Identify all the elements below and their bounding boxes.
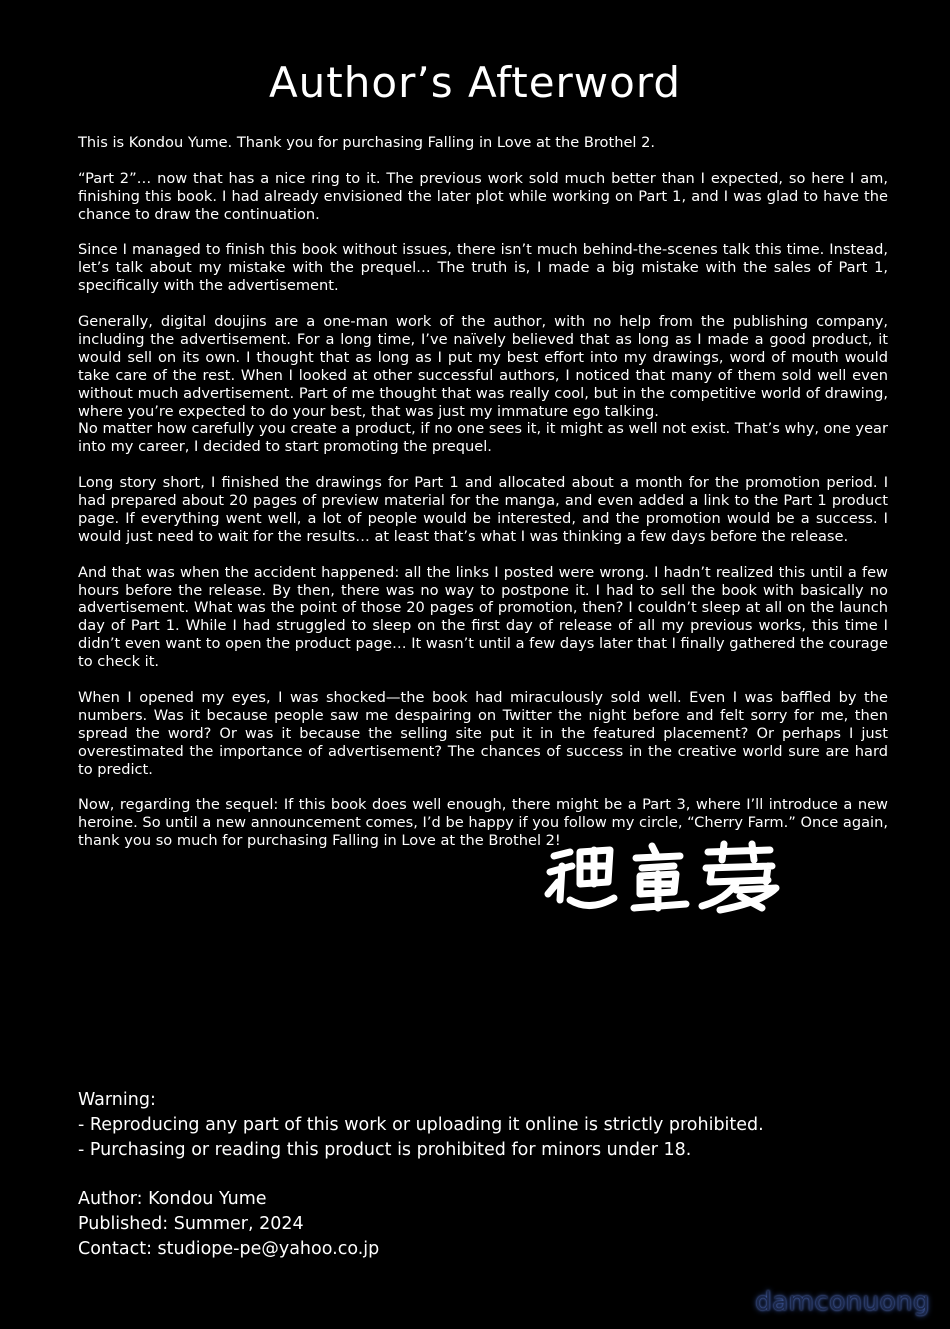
paragraph-8: When I opened my eyes, I was shocked—the book had miraculously sold well. Even I was baffled by the numbers. Was it because people saw me despairing on Twitter the night before and felt sorry for me, then spread the word? Or was it because the selling site put it in the featured placement? Or perhaps I just overestimated the importance of advertisement? The chances of success in the creative world sure are hard to predict. [78,689,888,778]
paragraph-2: “Part 2”… now that has a nice ring to it. The previous work sold much better than I expected, so here I am, finishing this book. I had already envisioned the later plot while working on Part 1, and I was glad to have the chance to draw the continuation. [78,169,888,223]
warning-section [78,1088,764,1163]
paragraph-4: Generally, digital doujins are a one-man work of the author, with no help from the publishing company, including the advertisement. For a long time, I’ve naïvely believed that as long as I made a good product, it would sell on its own. I thought that as long as I put my best effort into my drawings, word of mouth would take care of the rest. When I looked at other successful authors, I noticed that many of them sold well even without much advertisement. Part of me thought that was really cool, but in the competitive world of drawing, where you’re expected to do your best, that was just my immature ego talking. [78,313,888,420]
credits-section [78,1187,379,1262]
paragraph-9: Now, regarding the sequel: If this book does well enough, there might be a Part 3, where I’ll introduce a new heroine. So until a new announcement comes, I’d be happy if you follow my circle, “Cherry Farm.” Once again, thank you so much for purchasing Falling in Love at the Brothel 2! [78,796,888,850]
paragraph-6: Long story short, I finished the drawings for Part 1 and allocated about a month for the promotion period. I had prepared about 20 pages of preview material for the manga, and even added a link to the Part 1 product page. If everything went well, a lot of people would be interested, and the promotion would be a success. I would just need to wait for the results… at least that’s what I was thinking a few days before the release. [78,474,888,545]
paragraph-1: This is Kondou Yume. Thank you for purchasing Falling in Love at the Brothel 2. [78,134,656,151]
paragraph-7: And that was when the accident happened: all the links I posted were wrong. I hadn’t realized this until a few hours before the release. By then, there was no way to postpone it. I had to sell the book with basically no advertisement. What was the point of those 20 pages of promotion, then? I couldn’t sleep at all on the launch day of Part 1. While I had struggled to sleep on the first day of release of all my previous works, this time I didn’t even want to open the product page… It wasn’t until a few days later that I finally gathered the courage to check it. [78,563,888,671]
credit-published: Published: Summer, 2024 [78,1214,304,1234]
warning-line-1: - Reproducing any part of this work or uploading it online is strictly prohibited. [78,1115,764,1135]
credit-author: Author: Kondou Yume [78,1189,267,1209]
watermark: damconuong [755,1287,930,1317]
paragraph-3: Since I managed to finish this book without issues, there isn’t much behind-the-scenes talk this time. Instead, let’s talk about my mistake with the prequel… The truth is, I made a big mistake with the sales of Part 1, specifically with the advertisement. [78,241,888,295]
author-signature [540,838,800,918]
warning-heading: Warning: [78,1090,156,1110]
credit-contact: Contact: studiope-pe@yahoo.co.jp [78,1239,380,1259]
afterword-body [78,134,888,868]
paragraph-5: No matter how carefully you create a product, if no one sees it, it might as well not exist. That’s why, one year into my career, I decided to start promoting the prequel. [78,420,888,456]
warning-line-2: - Purchasing or reading this product is prohibited for minors under 18. [78,1140,692,1160]
page-title: Author’s Afterword [268,58,682,107]
